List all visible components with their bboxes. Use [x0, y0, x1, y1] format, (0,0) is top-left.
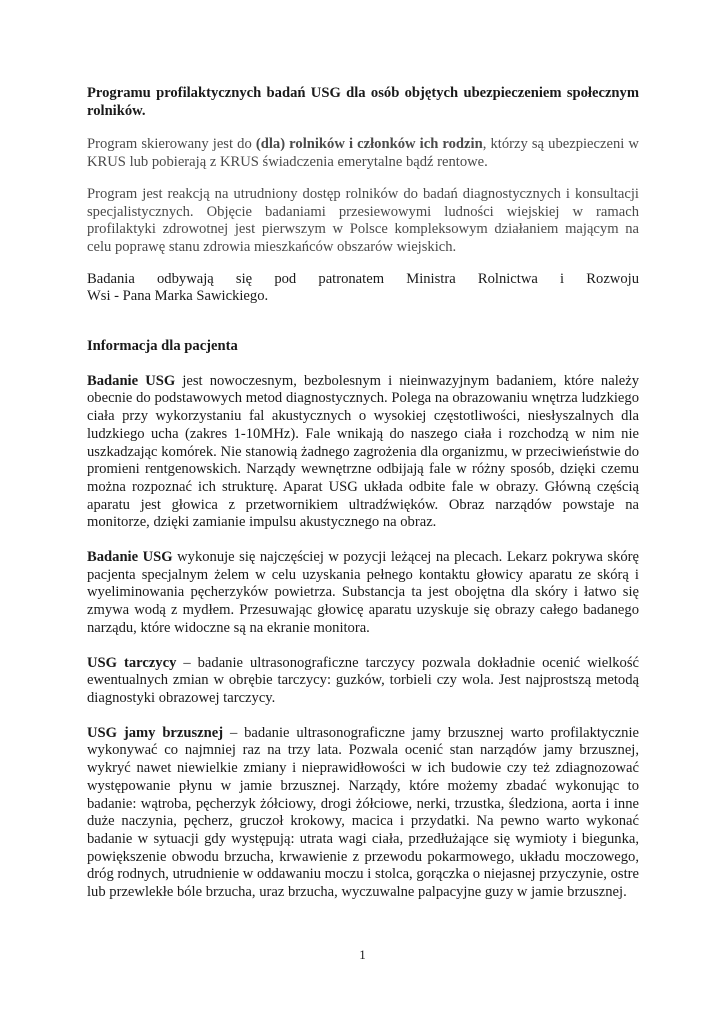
usg-description-text: jest nowoczesnym, bezbolesnym i nieinwazyjnym badaniem, które należy obecnie do podstawowych metod diagnostycznych. Polega na obrazowaniu wnętrza ludzkiego ciała przy wykorzystaniu fal akustycznych o wysokiej częstotliwości, niesłyszalnych dla ludzkiego ucha (zakres 1-10MHz). Fale wnikają do naszego ciała i rozchodzą w nim nie uszkadzając komórek. Nie stanowią żadnego zagrożenia dla organizmu, w przeciwieństwie do promieni rentgenowskich. Narządy wewnętrzne odbijają fale w różny sposób, dzięki czemu można rozpoznać ich strukturę. Aparat USG układa odbite fale w obrazy. Główną częścią aparatu jest głowica z przetwornikiem ultradźwięków. Obraz narządów powstaje na monitorze, dzięki zamianie impulsu akustycznego na obraz.: [87, 372, 640, 531]
usg-procedure-paragraph: [87, 549, 639, 638]
patronage-line-1: Badania odbywają się pod patronatem Ministra Rolnictwa i Rozwoju: [87, 270, 639, 287]
intro-emphasis: (dla) rolników i członków ich rodzin: [255, 136, 483, 153]
usg-term: Badanie USG: [87, 549, 173, 566]
section-heading: Informacja dla pacjenta: [87, 338, 238, 355]
usg-term: Badanie USG: [87, 372, 176, 389]
abdomen-term: USG jamy brzusznej: [87, 724, 224, 741]
intro-text: Program skierowany jest do: [87, 136, 256, 153]
intro-paragraph-2: Program jest reakcją na utrudniony dostęp rolników do badań diagnostycznych i konsultacji specjalistycznych. Objęcie badaniami przesiewowymi ludności wiejskiej w ramach profilaktyki zdrowotnej jest pierwszym w Polsce kompleksowym działaniem mającym na celu poprawę stanu zdrowia mieszkańców obszarów wiejskich.: [87, 185, 639, 255]
abdomen-paragraph: [87, 725, 639, 902]
page-number: 1: [359, 947, 366, 962]
thyroid-text: – badanie ultrasonograficzne tarczycy pozwala dokładnie ocenić wielkość ewentualnych zmian w obrębie tarczycy: guzków, torbieli czy wola. Jest najprostszą metodą diagnostyki obrazowej tarczycy.: [87, 654, 639, 706]
intro-paragraph-1: [87, 136, 639, 171]
thyroid-paragraph: [87, 655, 639, 708]
document-title: Programu profilaktycznych badań USG dla osób objętych ubezpieczeniem społecznym rolników.: [87, 85, 639, 119]
intro-paragraph-3: [87, 271, 639, 306]
thyroid-term: USG tarczycy: [87, 654, 177, 671]
document-page: [87, 85, 639, 902]
usg-procedure-text: wykonuje się najczęściej w pozycji leżącej na plecach. Lekarz pokrywa skórę pacjenta specjalnym żelem w celu uzyskania pełnego kontaktu głowicy aparatu ze skórą i wyeliminowania pęcherzyków powietrza. Substancja ta jest obojętna dla skóry i łatwo się zmywa wodą z mydłem. Przesuwając głowicę aparatu uzyskuje się obrazy całego badanego narządu, które widoczne są na ekranie monitora.: [87, 549, 640, 636]
patronage-line-2: Wsi - Pana Marka Sawickiego.: [87, 288, 269, 305]
abdomen-text: – badanie ultrasonograficzne jamy brzusznej warto profilaktycznie wykonywać co najmniej raz na trzy lata. Pozwala ocenić stan narządów jamy brzusznej, wykryć nawet niewielkie zmiany i nieprawidłowości w ich budowie czy też zdiagnozować występowanie płynu w jamie brzusznej. Narządy, które możemy zbadać wykonując to badanie: wątroba, pęcherzyk żółciowy, drogi żółciowe, nerki, trzustka, śledziona, aorta i inne duże naczynia, pęcherz, gruczoł krokowy, macica i przydatki. Na pewno warto wykonać badanie w sytuacji gdy występują: utrata wagi ciała, przedłużające się wymioty i biegunka, powiększenie obwodu brzucha, krwawienie z przewodu pokarmowego, układu moczowego, dróg rodnych, utrudnienie w oddawaniu moczu i stolca, gorączka o niejasnej przyczynie, ostre lub przewlekłe bóle brzucha, uraz brzucha, wyczuwalne palpacyjne guzy w jamie brzusznej.: [87, 724, 639, 901]
intro-text: , którzy są ubezpieczeni w KRUS lub pobierają z KRUS świadczenia emerytalne bądź rentowe.: [87, 136, 639, 171]
usg-description-paragraph: [87, 373, 639, 532]
